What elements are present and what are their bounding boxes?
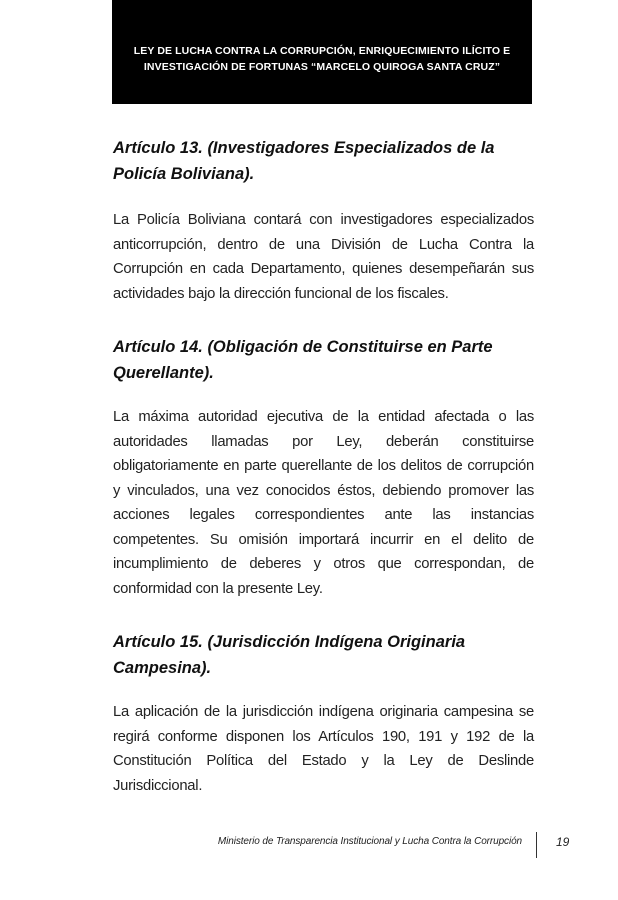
- article-15: [113, 629, 534, 798]
- footer-ministry-name: Ministerio de Transparencia Institucional y Lucha Contra la Corrupción: [217, 836, 522, 847]
- article-13: [113, 135, 534, 306]
- law-title: [134, 43, 510, 75]
- article-14-body: La máxima autoridad ejecutiva de la entidad afectada o las autoridades llamadas por Ley, deberán constituirse obligatoriamente en parte querellante de los delitos de corrupción y vinculados, una vez conocidos éstos, debiendo promover las acciones legales correspondientes ante las instancias competentes. Su omisión importará incurrir en el delito de incumplimiento de deberes y otros que correspondan, de conformidad con la presente Ley.: [113, 409, 534, 597]
- page-footer: [0, 832, 618, 860]
- law-title-line1: LEY DE LUCHA CONTRA LA CORRUPCIÓN, ENRIQUECIMIENTO ILÍCITO E: [133, 45, 511, 57]
- article-15-body: La aplicación de la jurisdicción indígena originaria campesina se regirá conforme disponen los Artículos 190, 191 y 192 de la Constitución Política del Estado y la Ley de Deslinde Jurisdiccional.: [113, 704, 534, 794]
- article-15-heading: Artículo 15. (Jurisdicción Indígena Originaria Campesina).: [113, 633, 466, 677]
- article-13-body: La Policía Boliviana contará con investigadores especializados anticorrupción, dentro de una División de Lucha Contra la Corrupción en cada Departamento, quienes desempeñarán sus actividades bajo la dirección funcional de los fiscales.: [113, 212, 534, 302]
- header-banner: [112, 0, 532, 104]
- page-content: [113, 135, 534, 798]
- article-14: [113, 334, 534, 601]
- page-number: 19: [556, 835, 570, 849]
- law-title-line2: INVESTIGACIÓN DE FORTUNAS “MARCELO QUIROGA SANTA CRUZ”: [143, 61, 501, 73]
- article-14-heading: Artículo 14. (Obligación de Constituirse en Parte Querellante).: [113, 338, 493, 382]
- article-13-heading: Artículo 13. (Investigadores Especializados de la Policía Boliviana).: [113, 139, 495, 183]
- footer-divider: [536, 832, 537, 858]
